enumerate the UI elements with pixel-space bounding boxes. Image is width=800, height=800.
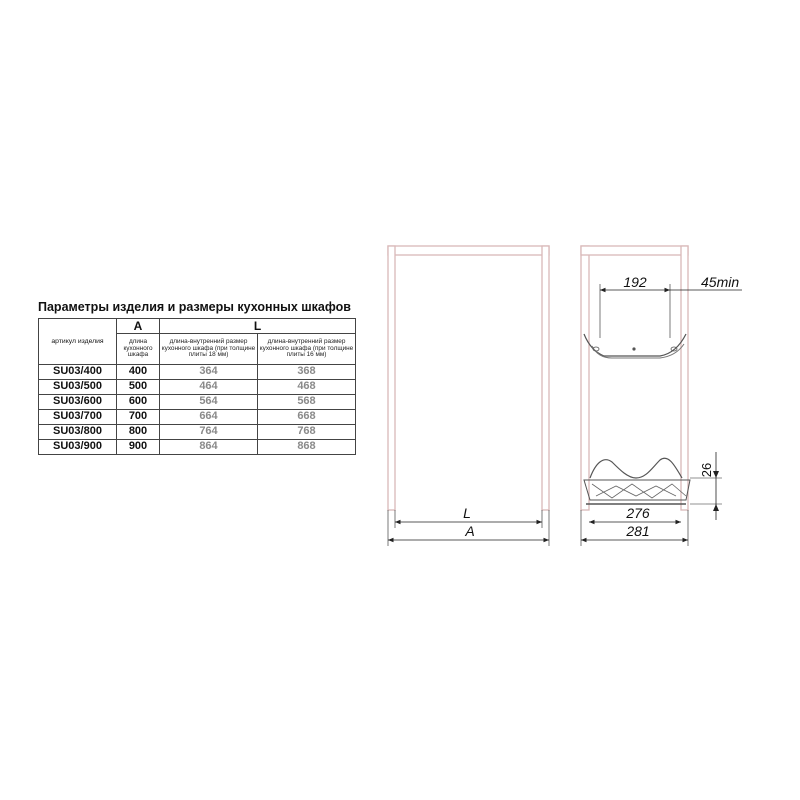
- a-cell: 600: [117, 395, 160, 410]
- l18-description: длина-внутренний размер кухонного шкафа (при толщине плиты 18 мм): [160, 334, 258, 365]
- side-panel-top: [581, 246, 688, 255]
- a-cell: 800: [117, 425, 160, 440]
- l18-cell: 864: [160, 440, 258, 455]
- dimension-281-label: 281: [626, 523, 650, 539]
- upper-basket: [584, 334, 686, 356]
- l18-cell: 564: [160, 395, 258, 410]
- header-a: A: [117, 319, 160, 334]
- cabinet-top-panel: [388, 246, 549, 255]
- sku-cell: SU03/900: [39, 440, 117, 455]
- l16-cell: 468: [258, 380, 356, 395]
- dimension-26-label: 26: [699, 462, 714, 478]
- sku-cell: SU03/800: [39, 425, 117, 440]
- article-header: артикул изделия: [39, 319, 117, 365]
- a-cell: 400: [117, 365, 160, 380]
- dimension-45min-label: 45min: [701, 274, 740, 290]
- front-view: [388, 246, 549, 546]
- l16-cell: 768: [258, 425, 356, 440]
- side-panel-front: [681, 246, 688, 510]
- l18-cell: 764: [160, 425, 258, 440]
- sku-cell: SU03/500: [39, 380, 117, 395]
- l16-cell: 668: [258, 410, 356, 425]
- a-cell: 700: [117, 410, 160, 425]
- l18-cell: 364: [160, 365, 258, 380]
- side-view: [581, 246, 742, 546]
- l18-cell: 664: [160, 410, 258, 425]
- table-title: Параметры изделия и размеры кухонных шкафов: [38, 300, 351, 314]
- header-l: L: [160, 319, 356, 334]
- sku-cell: SU03/400: [39, 365, 117, 380]
- cabinet-left-panel: [388, 246, 395, 510]
- a-cell: 500: [117, 380, 160, 395]
- l16-cell: 568: [258, 395, 356, 410]
- lower-basket-profile: [590, 458, 682, 478]
- dimension-276-label: 276: [626, 505, 650, 521]
- sku-cell: SU03/600: [39, 395, 117, 410]
- a-description: длина кухонного шкафа: [117, 334, 160, 365]
- l18-cell: 464: [160, 380, 258, 395]
- sku-cell: SU03/700: [39, 410, 117, 425]
- dimension-192-label: 192: [623, 274, 647, 290]
- side-panel-back: [581, 246, 589, 510]
- cabinet-right-panel: [542, 246, 549, 510]
- a-cell: 900: [117, 440, 160, 455]
- dimension-l-label: L: [463, 505, 471, 521]
- lower-basket-mesh: [592, 484, 686, 498]
- arrow-26-bottom: [713, 504, 719, 511]
- dimension-a-label: A: [465, 523, 475, 539]
- l16-description: длина-внутренний размер кухонного шкафа (при толщине плиты 16 мм): [258, 334, 356, 365]
- upper-basket-bolt: [632, 347, 635, 350]
- l16-cell: 868: [258, 440, 356, 455]
- l16-cell: 368: [258, 365, 356, 380]
